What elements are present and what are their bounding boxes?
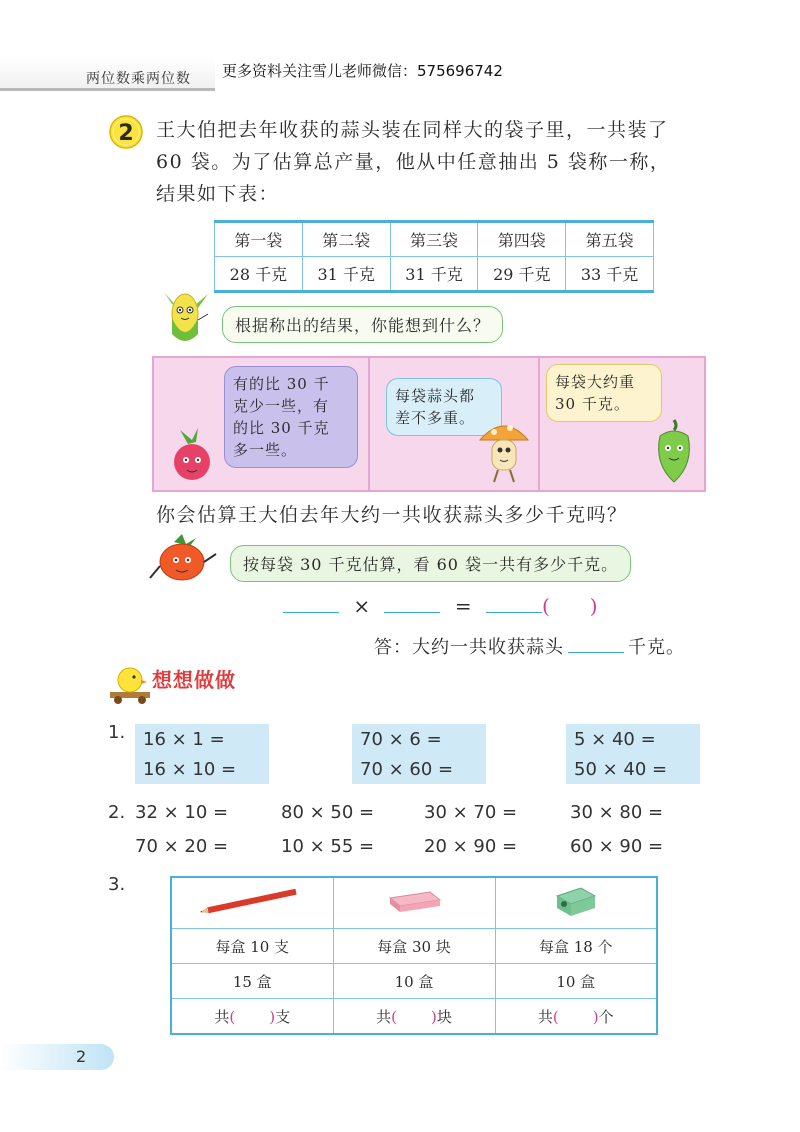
answer-blank[interactable] [568, 652, 624, 653]
thought-line: 的比 30 千克 [233, 419, 330, 437]
weight-table-header-row [215, 222, 654, 257]
exercise-label: 2. [108, 802, 126, 823]
table-value-cell: 29 千克 [478, 257, 566, 292]
calc-item: 5 × 40 = [574, 729, 656, 750]
stationery-table [170, 876, 658, 1035]
paren-open: ( [229, 1007, 236, 1026]
calc-item: 10 × 55 = [281, 836, 375, 857]
table-header-cell: 第五袋 [566, 222, 654, 257]
calc-item: 32 × 10 = [135, 802, 229, 823]
total-prefix: 共 [214, 1007, 230, 1026]
total-prefix: 共 [537, 1007, 553, 1026]
problem-text [156, 114, 716, 210]
problem-line: 结果如下表： [156, 183, 280, 205]
equals-sign: = [454, 594, 472, 618]
paren-open: ( [552, 1007, 559, 1026]
calc-group [566, 724, 700, 784]
table-cell [171, 877, 333, 929]
problem-line: 60 袋。为了估算总产量，他从中任意抽出 5 袋称一称， [156, 151, 671, 173]
answer-blank[interactable] [486, 612, 542, 613]
exercise-label: 3. [108, 874, 126, 895]
thought-bubble-3 [546, 364, 662, 422]
table-header-cell: 第四袋 [478, 222, 566, 257]
total-cell [495, 999, 657, 1035]
total-cell [171, 999, 333, 1035]
calc-item: 80 × 50 = [281, 802, 375, 823]
thought-line: 每袋蒜头都 [395, 387, 476, 405]
calc-item: 30 × 70 = [424, 802, 518, 823]
boxes-cell: 10 盒 [333, 964, 495, 999]
table-cell [495, 877, 657, 929]
tomato-mascot-icon [146, 532, 220, 588]
table-header-cell: 第一袋 [215, 222, 303, 257]
calc-item: 70 × 60 = [360, 759, 454, 780]
thought-line: 多一些。 [233, 441, 298, 459]
mushroom-mascot-icon [476, 416, 532, 486]
unit-parentheses[interactable]: ( ) [541, 594, 598, 618]
question-text: 你会估算王大伯去年大约一共收获蒜头多少千克吗？ [156, 504, 628, 526]
problem-line: 王大伯把去年收获的蒜头装在同样大的袋子里，一共装了 [156, 119, 669, 141]
calc-item: 30 × 80 = [570, 802, 664, 823]
per-box-cell: 每盒 30 块 [333, 929, 495, 964]
calc-group [352, 724, 486, 784]
answer-prefix: 答：大约一共收获蒜头 [374, 637, 564, 658]
answer-suffix: 千克。 [628, 637, 685, 658]
total-suffix: 块 [436, 1007, 452, 1026]
per-box-cell: 每盒 18 个 [495, 929, 657, 964]
eraser-icon [384, 884, 444, 918]
page-number: 2 [76, 1047, 87, 1066]
paren-close: ) [592, 1007, 599, 1026]
table-row [171, 929, 657, 964]
sharpener-icon [551, 882, 601, 920]
total-suffix: 支 [275, 1007, 291, 1026]
weight-table-value-row [215, 257, 654, 292]
pepper-mascot-icon [648, 416, 698, 486]
calc-group [135, 724, 269, 784]
table-header-cell: 第三袋 [390, 222, 478, 257]
thought-bubble-1 [224, 366, 358, 468]
per-box-cell: 每盒 10 支 [171, 929, 333, 964]
promo-text: 更多资料关注雪儿老师微信：575696742 [222, 62, 503, 80]
answer-line [374, 633, 685, 659]
boxes-cell: 10 盒 [495, 964, 657, 999]
calc-item: 60 × 90 = [570, 836, 664, 857]
exercise-label: 1. [108, 722, 126, 743]
calc-item: 20 × 90 = [424, 836, 518, 857]
table-header-cell: 第二袋 [302, 222, 390, 257]
paren-close: ) [431, 1007, 437, 1026]
table-value-cell: 28 千克 [215, 257, 303, 292]
panel-divider [538, 358, 540, 490]
calc-item: 50 × 40 = [574, 759, 668, 780]
table-value-cell: 33 千克 [566, 257, 654, 292]
estimate-equation [283, 590, 598, 619]
panel-divider [368, 358, 370, 490]
total-suffix: 个 [598, 1007, 614, 1026]
times-sign: × [353, 594, 371, 618]
page-number-tab [0, 1044, 114, 1070]
answer-blank[interactable] [283, 612, 339, 613]
table-row [171, 877, 657, 929]
thought-line: 克少一些，有 [233, 397, 330, 415]
calc-item: 70 × 6 = [360, 729, 442, 750]
radish-mascot-icon [166, 428, 216, 484]
thought-line: 每袋大约重 [555, 373, 636, 391]
table-value-cell: 31 千克 [390, 257, 478, 292]
hint-bubble: 按每袋 30 千克估算，看 60 袋一共有多少千克。 [230, 545, 631, 582]
calc-item: 16 × 10 = [143, 759, 237, 780]
problem-number-badge [108, 114, 144, 150]
total-cell [333, 999, 495, 1035]
chick-cart-icon [108, 662, 154, 706]
boxes-cell: 15 盒 [171, 964, 333, 999]
corn-mascot-icon [158, 284, 214, 346]
thought-line: 差不多重。 [395, 409, 476, 427]
table-row [171, 964, 657, 999]
weight-table [214, 220, 654, 293]
calc-item: 70 × 20 = [135, 836, 229, 857]
answer-blank[interactable] [384, 612, 440, 613]
paren-open: ( [391, 1007, 397, 1026]
pencil-icon [197, 886, 307, 916]
table-cell [333, 877, 495, 929]
table-value-cell: 31 千克 [302, 257, 390, 292]
thought-line: 30 千克。 [555, 395, 630, 413]
problem-number: 2 [118, 121, 134, 146]
thought-line: 有的比 30 千 [233, 375, 330, 393]
section-title: 想想做做 [152, 668, 236, 692]
total-prefix: 共 [376, 1007, 392, 1026]
paren-close: ) [269, 1007, 276, 1026]
table-row [171, 999, 657, 1035]
thoughts-panel [152, 356, 706, 492]
prompt-bubble: 根据称出的结果，你能想到什么？ [222, 306, 503, 343]
chapter-title: 两位数乘两位数 [86, 71, 191, 87]
calc-item: 16 × 1 = [143, 729, 225, 750]
